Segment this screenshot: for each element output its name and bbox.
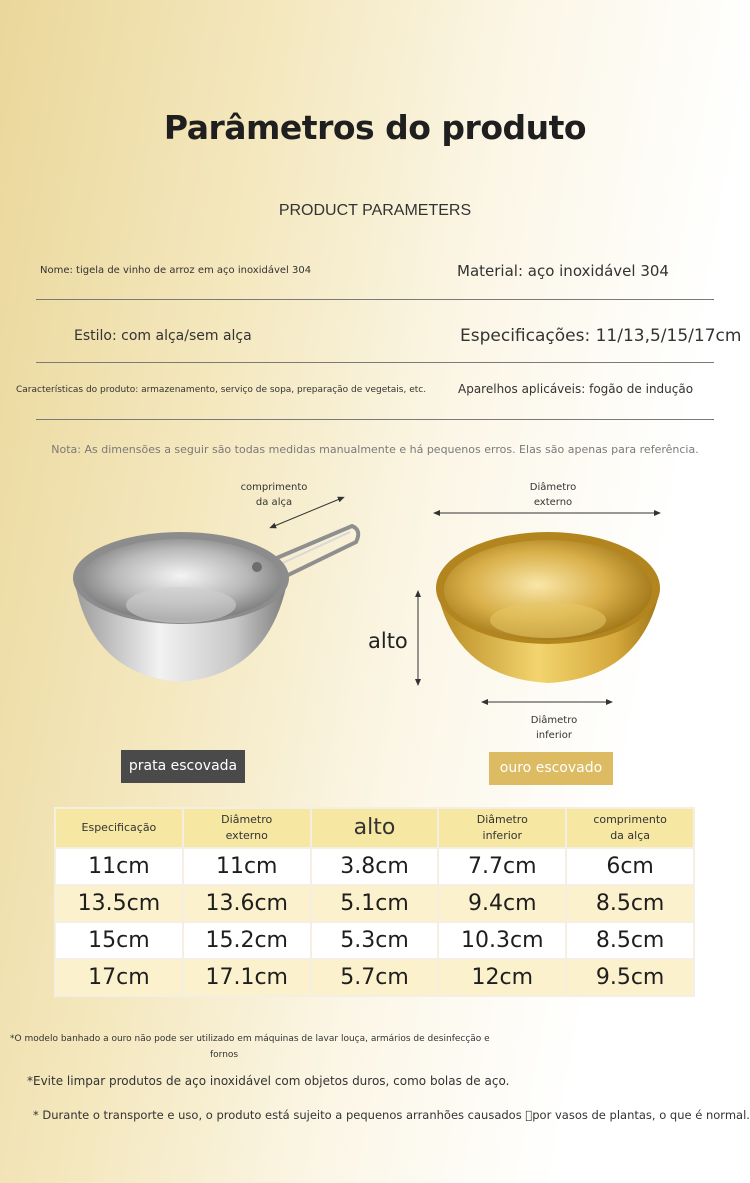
table-row xyxy=(56,849,693,884)
table-cell: 11cm xyxy=(56,849,182,884)
table-cell: 11cm xyxy=(184,849,310,884)
param-name: Nome: tigela de vinho de arroz em aço inoxidável 304 xyxy=(40,265,312,276)
table-cell: 5.7cm xyxy=(312,960,438,995)
divider xyxy=(36,362,714,363)
param-material: Material: aço inoxidável 304 xyxy=(457,262,669,280)
cleaning-note: *Evite limpar produtos de aço inoxidável com objetos duros, como bolas de aço. xyxy=(27,1074,510,1088)
table-cell: 7.7cm xyxy=(439,849,565,884)
page-title: Parâmetros do produto xyxy=(163,108,587,147)
param-appliances: Aparelhos aplicáveis: fogão de indução xyxy=(458,382,694,396)
table-cell: 8.5cm xyxy=(567,923,693,958)
gold-warning-line2: fornos xyxy=(210,1050,239,1060)
table-cell: 10.3cm xyxy=(439,923,565,958)
transport-note: * Durante o transporte e uso, o produto está sujeito a pequenos arranhões causados  por vasos de plantas, o que é normal. xyxy=(33,1108,750,1122)
table-cell: 5.1cm xyxy=(312,886,438,921)
table-cell: 12cm xyxy=(439,960,565,995)
table-cell: 3.8cm xyxy=(312,849,438,884)
divider xyxy=(36,299,714,300)
divider xyxy=(36,419,714,420)
header-bottom-diameter: Diâmetro inferior xyxy=(439,809,565,847)
table-cell: 15.2cm xyxy=(184,923,310,958)
table-cell: 5.3cm xyxy=(312,923,438,958)
header-spec: Especificação xyxy=(56,809,182,847)
table-cell: 15cm xyxy=(56,923,182,958)
handle-length-label: comprimento da alça xyxy=(240,482,308,508)
spec-table xyxy=(54,807,695,997)
table-cell: 8.5cm xyxy=(567,886,693,921)
header-handle-length: comprimento da alça xyxy=(567,809,693,847)
bottom-diameter-label: Diâmetro inferior xyxy=(530,715,578,741)
param-style: Estilo: com alça/sem alça xyxy=(74,328,252,344)
outer-diameter-label: Diâmetro externo xyxy=(529,482,577,508)
silver-bowl-image xyxy=(73,526,358,682)
table-row xyxy=(56,886,693,921)
param-features: Características do produto: armazenamento, serviço de sopa, preparação de vegetais, etc. xyxy=(16,385,427,395)
table-cell: 6cm xyxy=(567,849,693,884)
table-cell: 9.4cm xyxy=(439,886,565,921)
measurement-note: Nota: As dimensões a seguir são todas medidas manualmente e há pequenos erros. Elas são apenas para referência. xyxy=(51,443,699,456)
table-row xyxy=(56,923,693,958)
page-subtitle: PRODUCT PARAMETERS xyxy=(278,202,472,219)
table-cell: 13.6cm xyxy=(184,886,310,921)
finish-gold-badge: ouro escovado xyxy=(489,752,613,785)
table-cell: 17cm xyxy=(56,960,182,995)
height-label: alto xyxy=(368,629,408,653)
gold-warning-line1: *O modelo banhado a ouro não pode ser utilizado em máquinas de lavar louça, armários de desinfecção e xyxy=(10,1034,490,1044)
header-outer-diameter: Diâmetro externo xyxy=(184,809,310,847)
table-header-row xyxy=(56,809,693,847)
finish-silver-badge: prata escovada xyxy=(121,750,245,783)
param-specs: Especificações: 11/13,5/15/17cm xyxy=(460,326,742,346)
header-height: alto xyxy=(312,809,438,847)
table-cell: 13.5cm xyxy=(56,886,182,921)
table-row xyxy=(56,960,693,995)
table-cell: 9.5cm xyxy=(567,960,693,995)
gold-bowl-image xyxy=(436,532,660,683)
table-cell: 17.1cm xyxy=(184,960,310,995)
